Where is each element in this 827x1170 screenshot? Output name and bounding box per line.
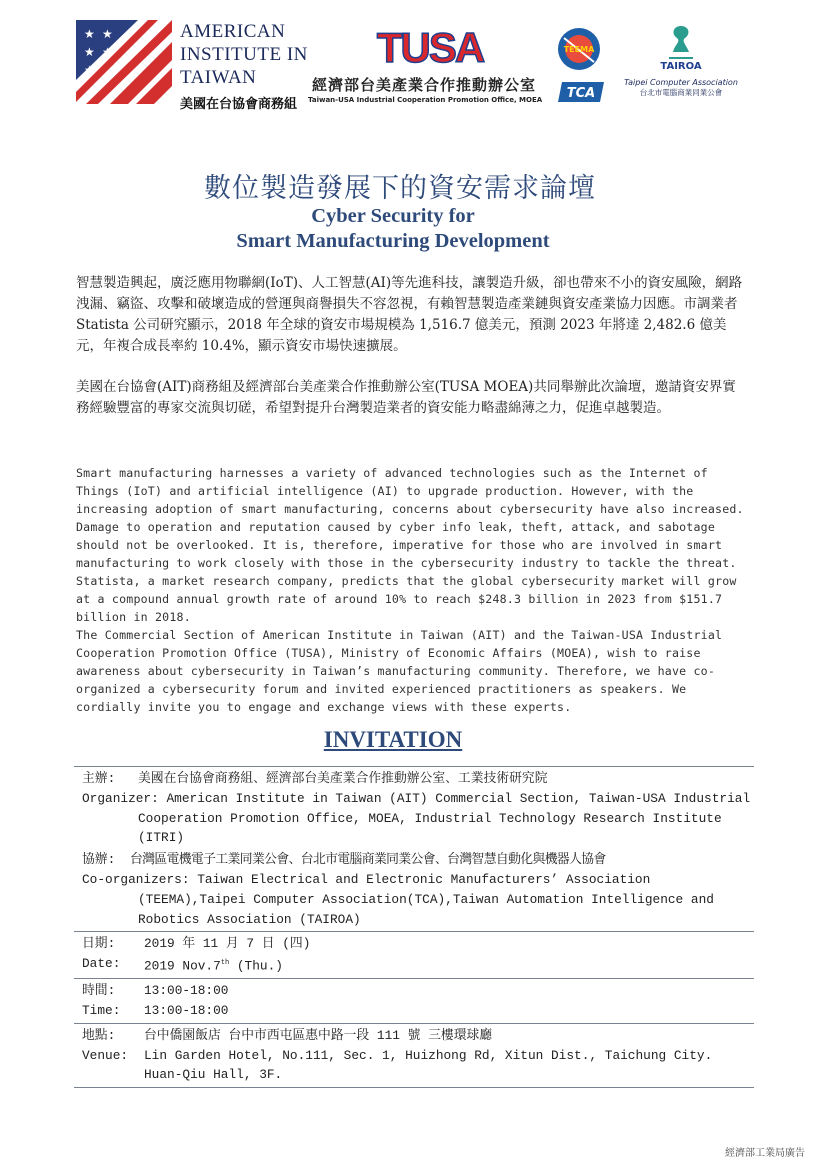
date-en-weekday: (Thu.)	[229, 958, 283, 974]
title-english	[0, 204, 786, 254]
svg-text:★: ★	[84, 27, 95, 41]
venue-en-line-2: Huan-Qiu Hall, 3F.	[144, 1067, 283, 1083]
venue-section	[74, 1023, 754, 1088]
intro-english-paragraph-1: Smart manufacturing harnesses a variety of advanced technologies such as the Internet of Things (IoT) and artificial intelligence (AI) to upgrade production. However, with the increasing adoption of smart manufacturing, concerns about cybersecurity have also increased. Damage to operation and reputation caused by cyber info leak, theft, attack, and sabotage should not be overlooked. It is, therefore, imperative for those who are involved in smart manufacturing to work closely with those in the cybersecurity industry to tackle the threat. Statista, a market research company, predicts that the global cybersecurity market will grow at a compound annual growth rate of around 10% to reach $248.3 billion in 2023 from $151.7 billion in 2018.	[76, 466, 744, 624]
intro-chinese-paragraph-2: 美國在台協會(AIT)商務組及經濟部台美產業合作推動辦公室(TUSA MOEA)共同舉辦此次論壇，邀請資安界實務經驗豐富的專家交流與切磋，希望對提升台灣製造業者的資安能力略盡綿薄之力，促進卓越製造。	[76, 379, 736, 416]
coorganizer-cn-value: 台灣區電機電子工業同業公會、台北市電腦商業同業公會、台灣智慧自動化與機器人協會	[130, 852, 606, 868]
tairoa-logo-text: TAIROA	[660, 61, 702, 72]
organizer-en-label: Organizer:	[82, 790, 159, 806]
tca-logo-text: TCA	[566, 86, 596, 101]
venue-cn-value: 台中僑園飯店 台中市西屯區惠中路一段 111 號 三樓環球廳	[144, 1027, 493, 1043]
date-cn-value: 2019 年 11 月 7 日 (四)	[144, 936, 311, 952]
tusa-logo	[374, 22, 486, 72]
time-cn-label: 時間:	[82, 983, 116, 999]
coorganizer-en-label: Co-organizers:	[82, 871, 190, 887]
teema-logo-text: TEEMA	[563, 45, 595, 54]
date-section	[74, 931, 754, 978]
date-en-value	[144, 954, 754, 976]
time-en-value: 13:00-18:00	[144, 1003, 229, 1019]
ait-cn-name: 美國在台協會商務組	[180, 97, 298, 112]
venue-en-line-1: Lin Garden Hotel, No.111, Sec. 1, Huizhong Rd, Xitun Dist., Taichung City.	[144, 1047, 713, 1063]
organizer-section	[74, 766, 754, 931]
footer-ad-note: 經濟部工業局廣告	[725, 1148, 805, 1159]
title-english-line-1: Cyber Security for	[311, 205, 475, 227]
tusa-logo-text: TUSA	[376, 24, 484, 71]
tca-cn-name: 台北市電腦商業同業公會	[639, 88, 723, 97]
coorganizer-en-value: Taiwan Electrical and Electronic Manufacturers’ Association (TEEMA),Taipei Computer Association(TCA),Taiwan Automation Intelligence and Robotics Association (TAIROA)	[138, 871, 714, 927]
intro-english-paragraph-2: The Commercial Section of American Institute in Taiwan (AIT) and the Taiwan-USA Industrial Cooperation Promotion Office (TUSA), Ministry of Economic Affairs (MOEA), wish to raise awareness about cybersecurity in Taiwan’s manufacturing community. Therefore, we have co-organized a cybersecurity forum and invited experienced practitioners as speakers. We cordially invite you to engage and exchange views with these experts.	[76, 628, 723, 714]
date-en-value-main: 2019 Nov.7	[144, 958, 221, 974]
tairoa-tca-block	[616, 22, 746, 108]
tusa-en-name: Taiwan-USA Industrial Cooperation Promotion Office, MOEA	[308, 96, 543, 104]
ait-name	[180, 20, 308, 89]
venue-cn-label: 地點:	[82, 1027, 116, 1043]
time-en-label: Time:	[82, 1003, 121, 1019]
teema-logo	[556, 20, 602, 78]
organizer-en-value: American Institute in Taiwan (AIT) Commercial Section, Taiwan-USA Industrial Cooperation Promotion Office, MOEA, Industrial Technology Research Institute (ITRI)	[138, 790, 751, 846]
tusa-cn-name: 經濟部台美產業合作推動辦公室	[312, 76, 537, 94]
time-section	[74, 978, 754, 1023]
date-en-ordinal: th	[220, 959, 230, 968]
title-english-line-2: Smart Manufacturing Development	[236, 230, 550, 252]
ait-name-line-2: INSTITUTE IN	[180, 44, 308, 65]
event-info-table	[74, 766, 754, 1088]
ait-name-line-3: TAIWAN	[180, 67, 257, 88]
tca-en-name: Taipei Computer Association	[624, 78, 738, 87]
tairoa-logo	[651, 22, 711, 72]
invitation-heading: INVITATION	[323, 727, 463, 752]
organizer-en	[82, 789, 754, 848]
date-en-label: Date:	[82, 956, 121, 972]
logo-strip	[76, 16, 746, 112]
svg-text:★: ★	[84, 63, 95, 77]
title-chinese: 數位製造發展下的資安需求論壇	[204, 173, 596, 204]
organizer-cn-value: 美國在台協會商務組、經濟部台美產業合作推動辦公室、工業技術研究院	[138, 771, 548, 786]
tca-logo	[558, 82, 604, 102]
svg-text:★: ★	[102, 27, 113, 41]
intro-chinese-paragraph-1: 智慧製造興起，廣泛應用物聯網(IoT)、人工智慧(AI)等先進科技，讓製造升級，卻也帶來不小的資安風險，網路洩漏、竊盜、攻擊和破壞造成的營運與商譽損失不容忽視，有賴智慧製造產業鏈與資安產業協力因應。市調業者 Statista 公司研究顯示，2018 年全球的資安市場規模為 1,516.7 億美元，預測 2023 年將達 2,482.6 億美元，年複合成長率約 10.4%，顯示資安市場快速擴展。	[76, 275, 743, 354]
svg-text:★: ★	[102, 45, 113, 59]
organizer-cn-label: 主辦:	[82, 771, 116, 786]
venue-en-value	[144, 1046, 754, 1086]
date-cn-label: 日期:	[82, 936, 116, 952]
svg-text:★: ★	[84, 45, 95, 59]
ait-name-line-1: AMERICAN	[180, 21, 286, 42]
ait-flag-logo	[76, 20, 172, 104]
time-cn-value: 13:00-18:00	[144, 983, 229, 999]
coorganizer-en	[82, 870, 754, 929]
venue-en-label: Venue:	[82, 1047, 129, 1063]
coorganizer-cn-label: 協辦:	[82, 852, 116, 868]
